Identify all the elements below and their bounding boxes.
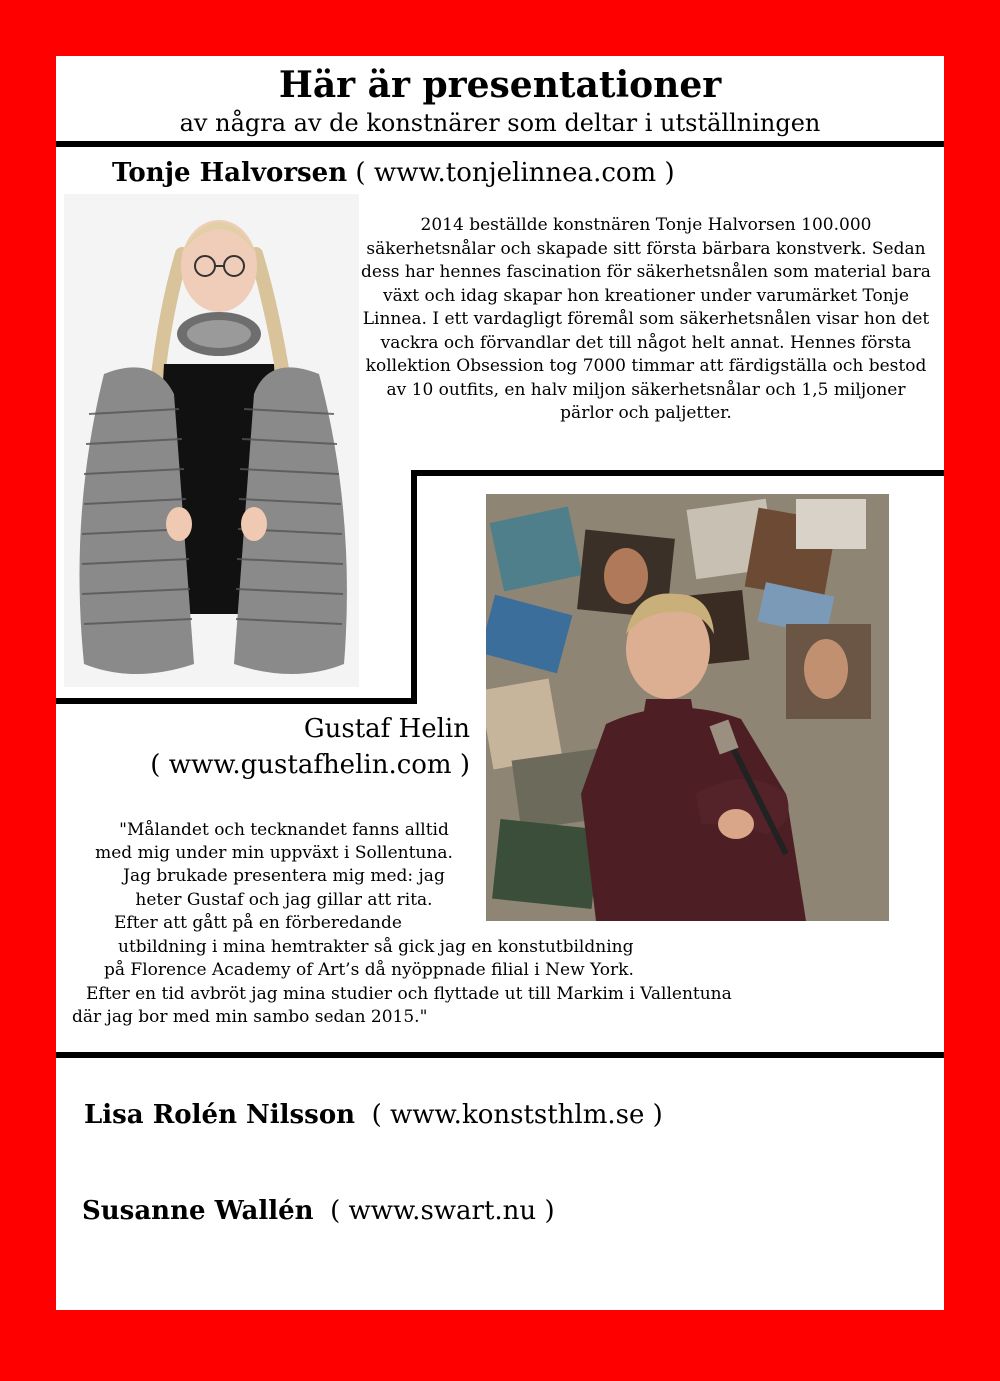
artist-2-quote-line-6: utbildning i mina hemtrakter så gick jag en konstutbildning: [118, 937, 634, 957]
artist-2-quote-line-8: Efter en tid avbröt jag mina studier och flyttade ut till Markim i Vallentuna: [86, 984, 732, 1004]
artist-3-heading: [84, 1098, 663, 1132]
artist-1-website: ( www.tonjelinnea.com ): [355, 158, 675, 188]
page-title: Här är presentationer: [278, 64, 722, 106]
artist-1-bio: 2014 beställde konstnären Tonje Halvorsen 100.000 säkerhetsnålar och skapade sitt första bärbara konstverk. Sedan dess har hennes fascination för säkerhetsnålen som material bara växt och idag skapar hon kreationer under varumärket Tonje Linnea. I ett vardagligt föremål som säkerhetsnålen visar hon det vackra och förvandlar det till något helt annat. Hennes första kollektion Obsession tog 7000 timmar att färdigställa och bestod av 10 outfits, en halv miljon säkerhetsnålar och 1,5 miljoner pärlor och paljetter.: [361, 215, 931, 423]
artist-2-quote-line-5: Efter att gått på en förberedande: [114, 913, 402, 933]
artist-4-website: ( www.swart.nu ): [330, 1196, 555, 1226]
artist-2-quote-line-4: heter Gustaf och jag gillar att rita.: [135, 890, 433, 910]
poster-page: [56, 56, 944, 1310]
section-divider-upper: [411, 470, 944, 476]
artist-1-heading: [112, 156, 675, 190]
artist-4-heading: [82, 1194, 555, 1228]
artist-2-photo: [486, 494, 889, 921]
artist-2-website: ( www.gustafhelin.com ): [150, 750, 470, 780]
artist-4-name: Susanne Wallén: [82, 1196, 314, 1226]
section-divider-bottom: [56, 1052, 944, 1058]
artist-1-name: Tonje Halvorsen: [112, 158, 348, 188]
artist-2-quote-line-3: Jag brukade presentera mig med: jag: [123, 866, 445, 886]
artist-2-name: Gustaf Helin: [303, 714, 470, 744]
artist-3-website: ( www.konststhlm.se ): [371, 1100, 663, 1130]
artist-1-photo: [64, 194, 359, 687]
header-divider: [56, 141, 944, 147]
artist-2-quote-line-9: där jag bor med min sambo sedan 2015.": [72, 1007, 428, 1027]
section-divider-lower: [56, 698, 417, 704]
section-divider-vertical: [411, 470, 417, 704]
page-subtitle: av några av de konstnärer som deltar i utställningen: [179, 109, 821, 137]
artist-2-quote-line-1: "Målandet och tecknandet fanns alltid: [119, 820, 449, 840]
artist-2-quote-line-2: med mig under min uppväxt i Sollentuna.: [95, 843, 453, 863]
artist-2-quote-line-7: på Florence Academy of Art’s då nyöppnade filial i New York.: [104, 960, 634, 980]
artist-3-name: Lisa Rolén Nilsson: [84, 1100, 356, 1130]
